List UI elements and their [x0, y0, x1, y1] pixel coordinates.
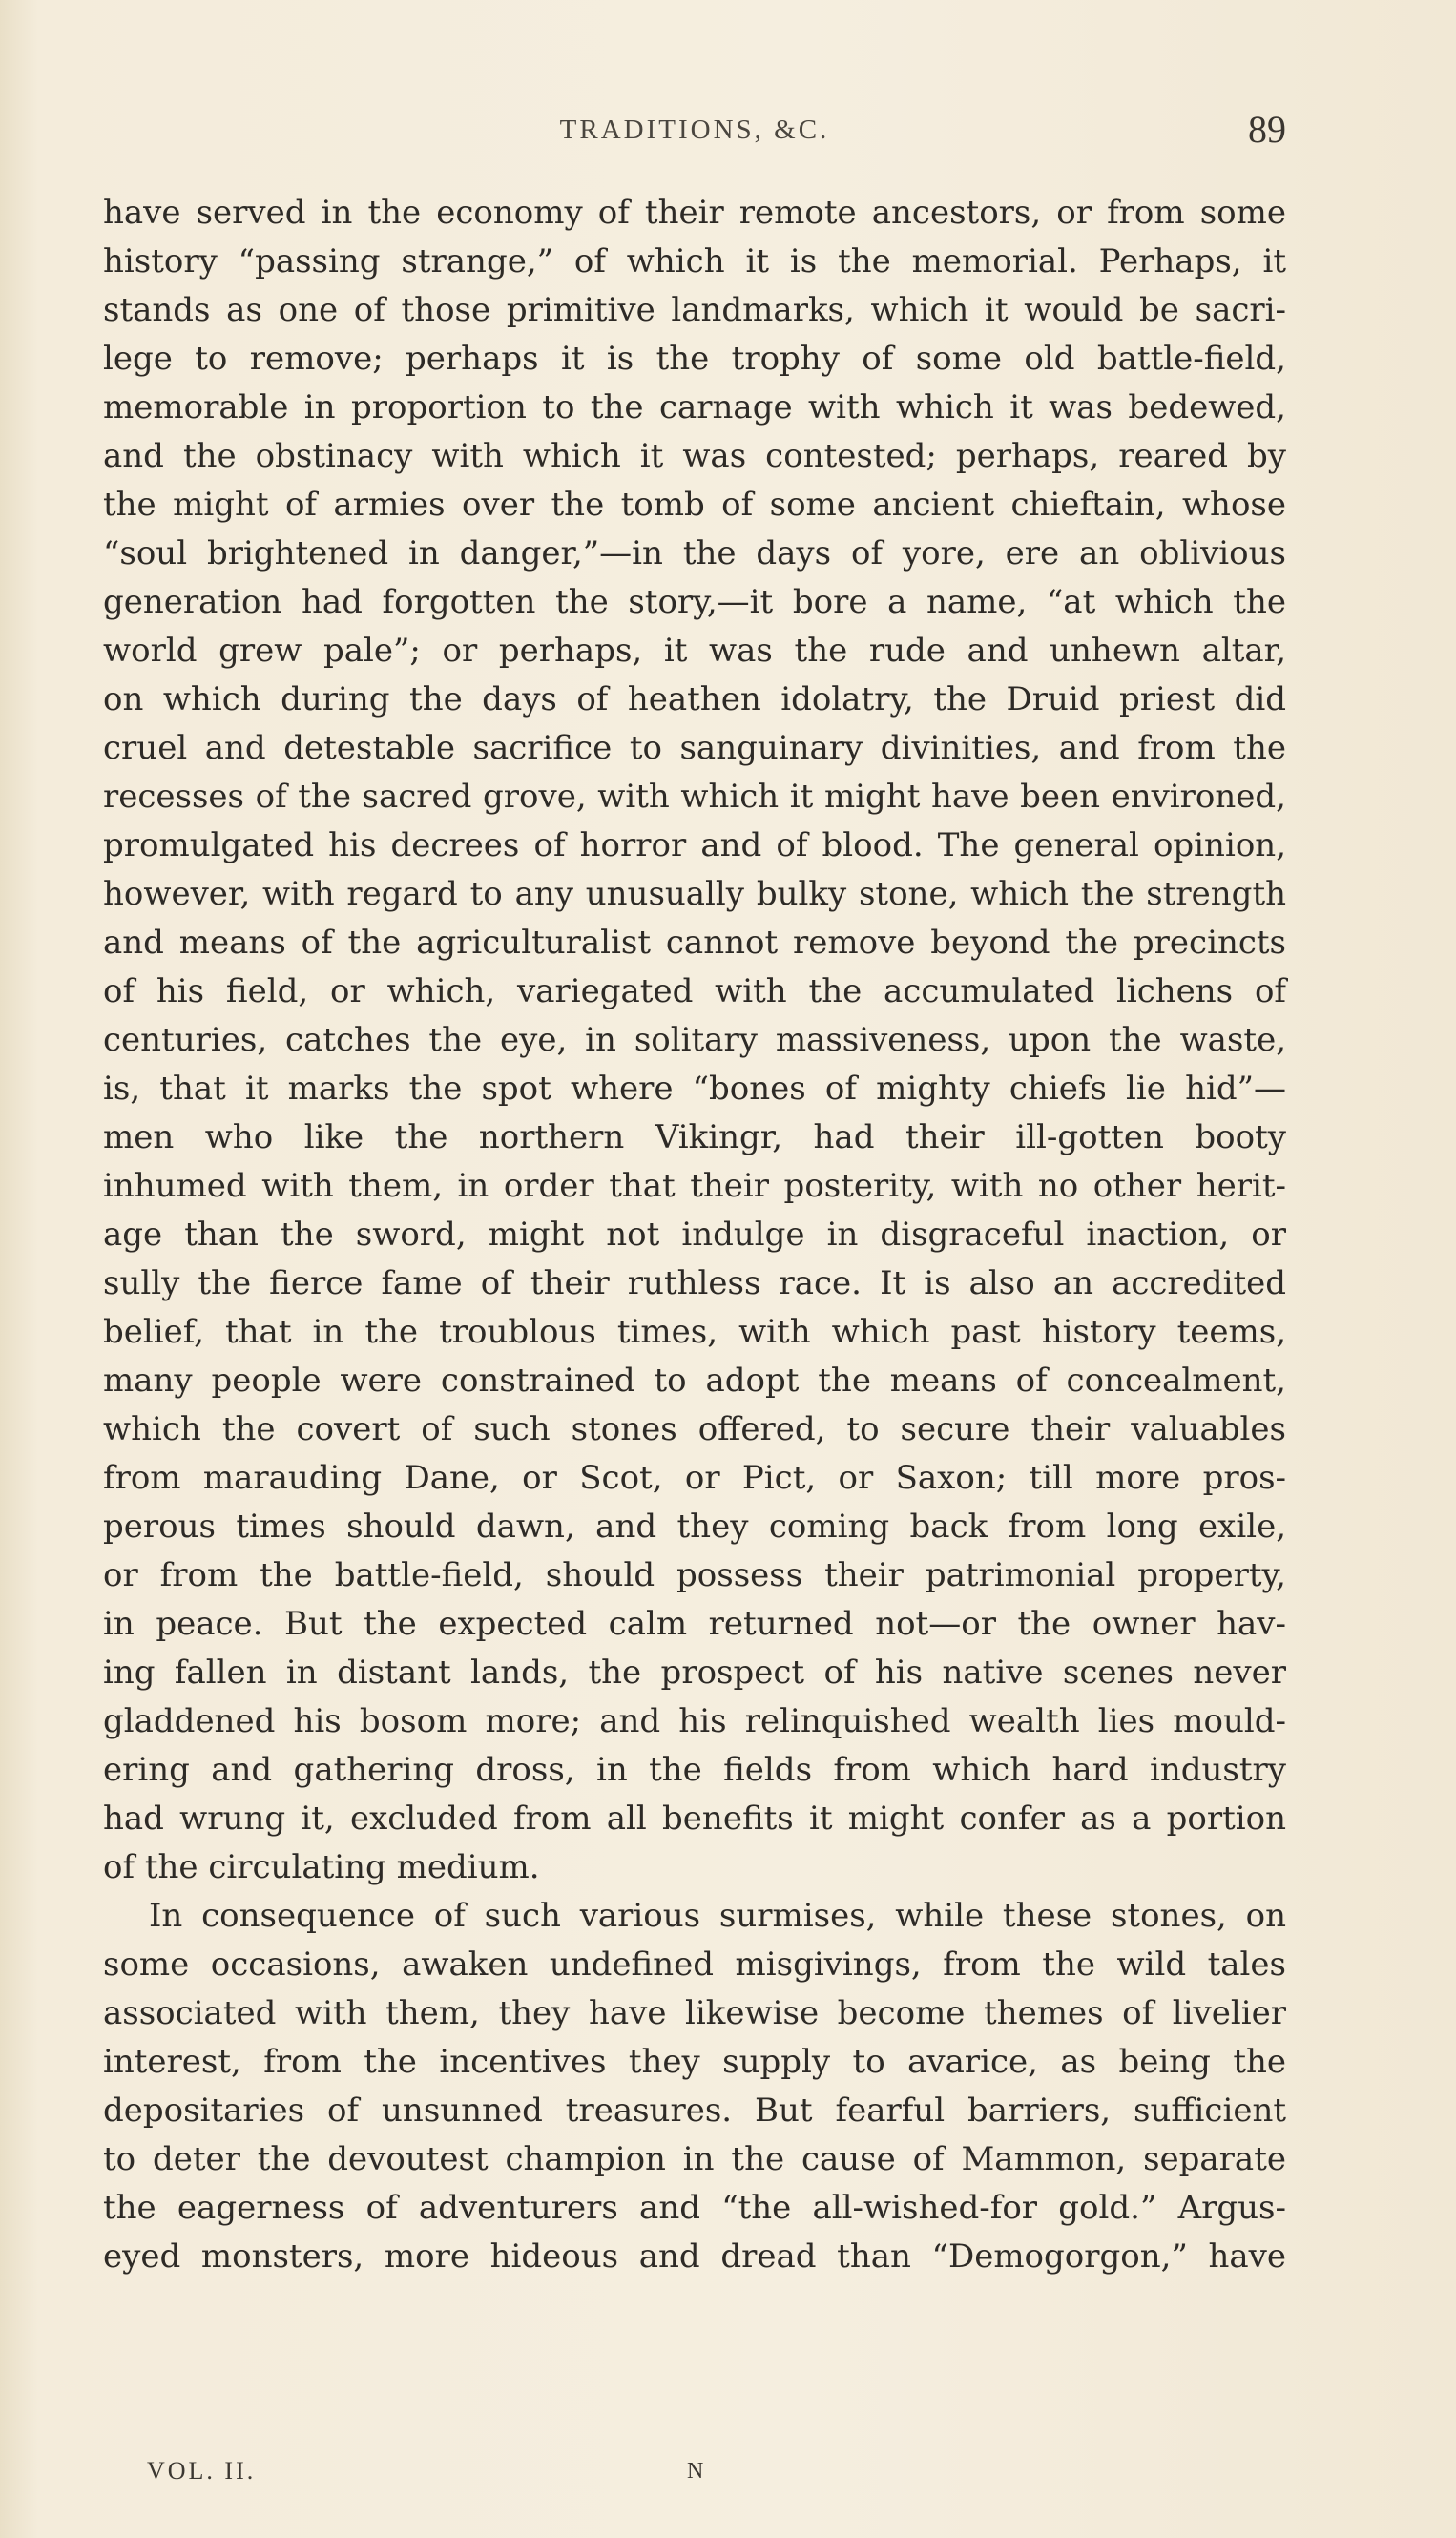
- text-line: to deter the devoutest champion in the cause of Mammon, separate: [103, 2140, 1286, 2178]
- text-line: generation had forgotten the story,—it bore a name, “at which the: [103, 583, 1286, 621]
- text-line: and means of the agriculturalist cannot remove beyond the precincts: [103, 924, 1286, 962]
- text-line: in peace. But the expected calm returned not—or the owner hav-: [103, 1605, 1286, 1643]
- text-line: men who like the northern Vikingr, had their ill-gotten booty: [103, 1118, 1286, 1156]
- text-line: from marauding Dane, or Scot, or Pict, or Saxon; till more pros-: [103, 1459, 1286, 1497]
- text-line: and the obstinacy with which it was contested; perhaps, reared by: [103, 437, 1286, 475]
- text-line: sully the fierce fame of their ruthless race. It is also an accredited: [103, 1264, 1286, 1302]
- text-line: belief, that in the troublous times, with which past history teems,: [103, 1313, 1286, 1351]
- text-line: cruel and detestable sacrifice to sanguinary divinities, and from the: [103, 729, 1286, 767]
- text-line: stands as one of those primitive landmarks, which it would be sacri-: [103, 291, 1286, 329]
- text-line: associated with them, they have likewise become themes of livelier: [103, 1994, 1286, 2032]
- text-line: many people were constrained to adopt the means of concealment,: [103, 1362, 1286, 1400]
- text-line: age than the sword, might not indulge in disgraceful inaction, or: [103, 1216, 1286, 1254]
- running-head: [103, 107, 1286, 155]
- text-line: ering and gathering dross, in the fields from which hard industry: [103, 1751, 1286, 1789]
- text-line: the eagerness of adventurers and “the all-wished-for gold.” Argus-: [103, 2189, 1286, 2227]
- running-title: TRADITIONS, &C.: [559, 114, 830, 145]
- text-line: have served in the economy of their remote ancestors, or from some: [103, 194, 1286, 232]
- text-line: of his field, or which, variegated with the accumulated lichens of: [103, 972, 1286, 1010]
- volume-label: VOL. II.: [147, 2457, 257, 2485]
- text-line: on which during the days of heathen idolatry, the Druid priest did: [103, 680, 1286, 718]
- text-line: some occasions, awaken undefined misgivings, from the wild tales: [103, 1945, 1286, 1984]
- text-line: eyed monsters, more hideous and dread than “Demogorgon,” have: [103, 2237, 1286, 2276]
- text-line: history “passing strange,” of which it is the memorial. Perhaps, it: [103, 242, 1286, 281]
- text-line: depositaries of unsunned treasures. But fearful barriers, sufficient: [103, 2091, 1286, 2130]
- text-line: had wrung it, excluded from all benefits it might confer as a portion: [103, 1799, 1286, 1838]
- text-line: however, with regard to any unusually bulky stone, which the strength: [103, 875, 1286, 913]
- text-line: recesses of the sacred grove, with which it might have been environed,: [103, 778, 1286, 816]
- text-line: In consequence of such various surmises, while these stones, on: [149, 1897, 1286, 1935]
- text-line: ing fallen in distant lands, the prospect of his native scenes never: [103, 1654, 1286, 1692]
- text-line: the might of armies over the tomb of some ancient chieftain, whose: [103, 486, 1286, 524]
- text-line: or from the battle-field, should possess their patrimonial property,: [103, 1556, 1286, 1594]
- signature-mark: N: [687, 2459, 704, 2484]
- text-line: memorable in proportion to the carnage with which it was bedewed,: [103, 388, 1286, 426]
- text-line: promulgated his decrees of horror and of blood. The general opinion,: [103, 826, 1286, 864]
- text-line: is, that it marks the spot where “bones of mighty chiefs lie hid”—: [103, 1070, 1286, 1108]
- text-line: of the circulating medium.: [103, 1848, 540, 1886]
- text-line: lege to remove; perhaps it is the trophy of some old battle-field,: [103, 340, 1286, 378]
- text-line: which the covert of such stones offered, to secure their valuables: [103, 1410, 1286, 1448]
- text-line: inhumed with them, in order that their posterity, with no other herit-: [103, 1167, 1286, 1205]
- text-line: gladdened his bosom more; and his relinquished wealth lies mould-: [103, 1702, 1286, 1740]
- body-text: [103, 189, 1286, 2281]
- page-number: 89: [1248, 108, 1286, 151]
- page-footer: [103, 2457, 1286, 2495]
- text-line: interest, from the incentives they supply to avarice, as being the: [103, 2043, 1286, 2081]
- text-line: centuries, catches the eye, in solitary massiveness, upon the waste,: [103, 1021, 1286, 1059]
- text-line: “soul brightened in danger,”—in the days of yore, ere an oblivious: [103, 534, 1286, 572]
- text-line: perous times should dawn, and they coming back from long exile,: [103, 1508, 1286, 1546]
- text-line: world grew pale”; or perhaps, it was the rude and unhewn altar,: [103, 632, 1286, 670]
